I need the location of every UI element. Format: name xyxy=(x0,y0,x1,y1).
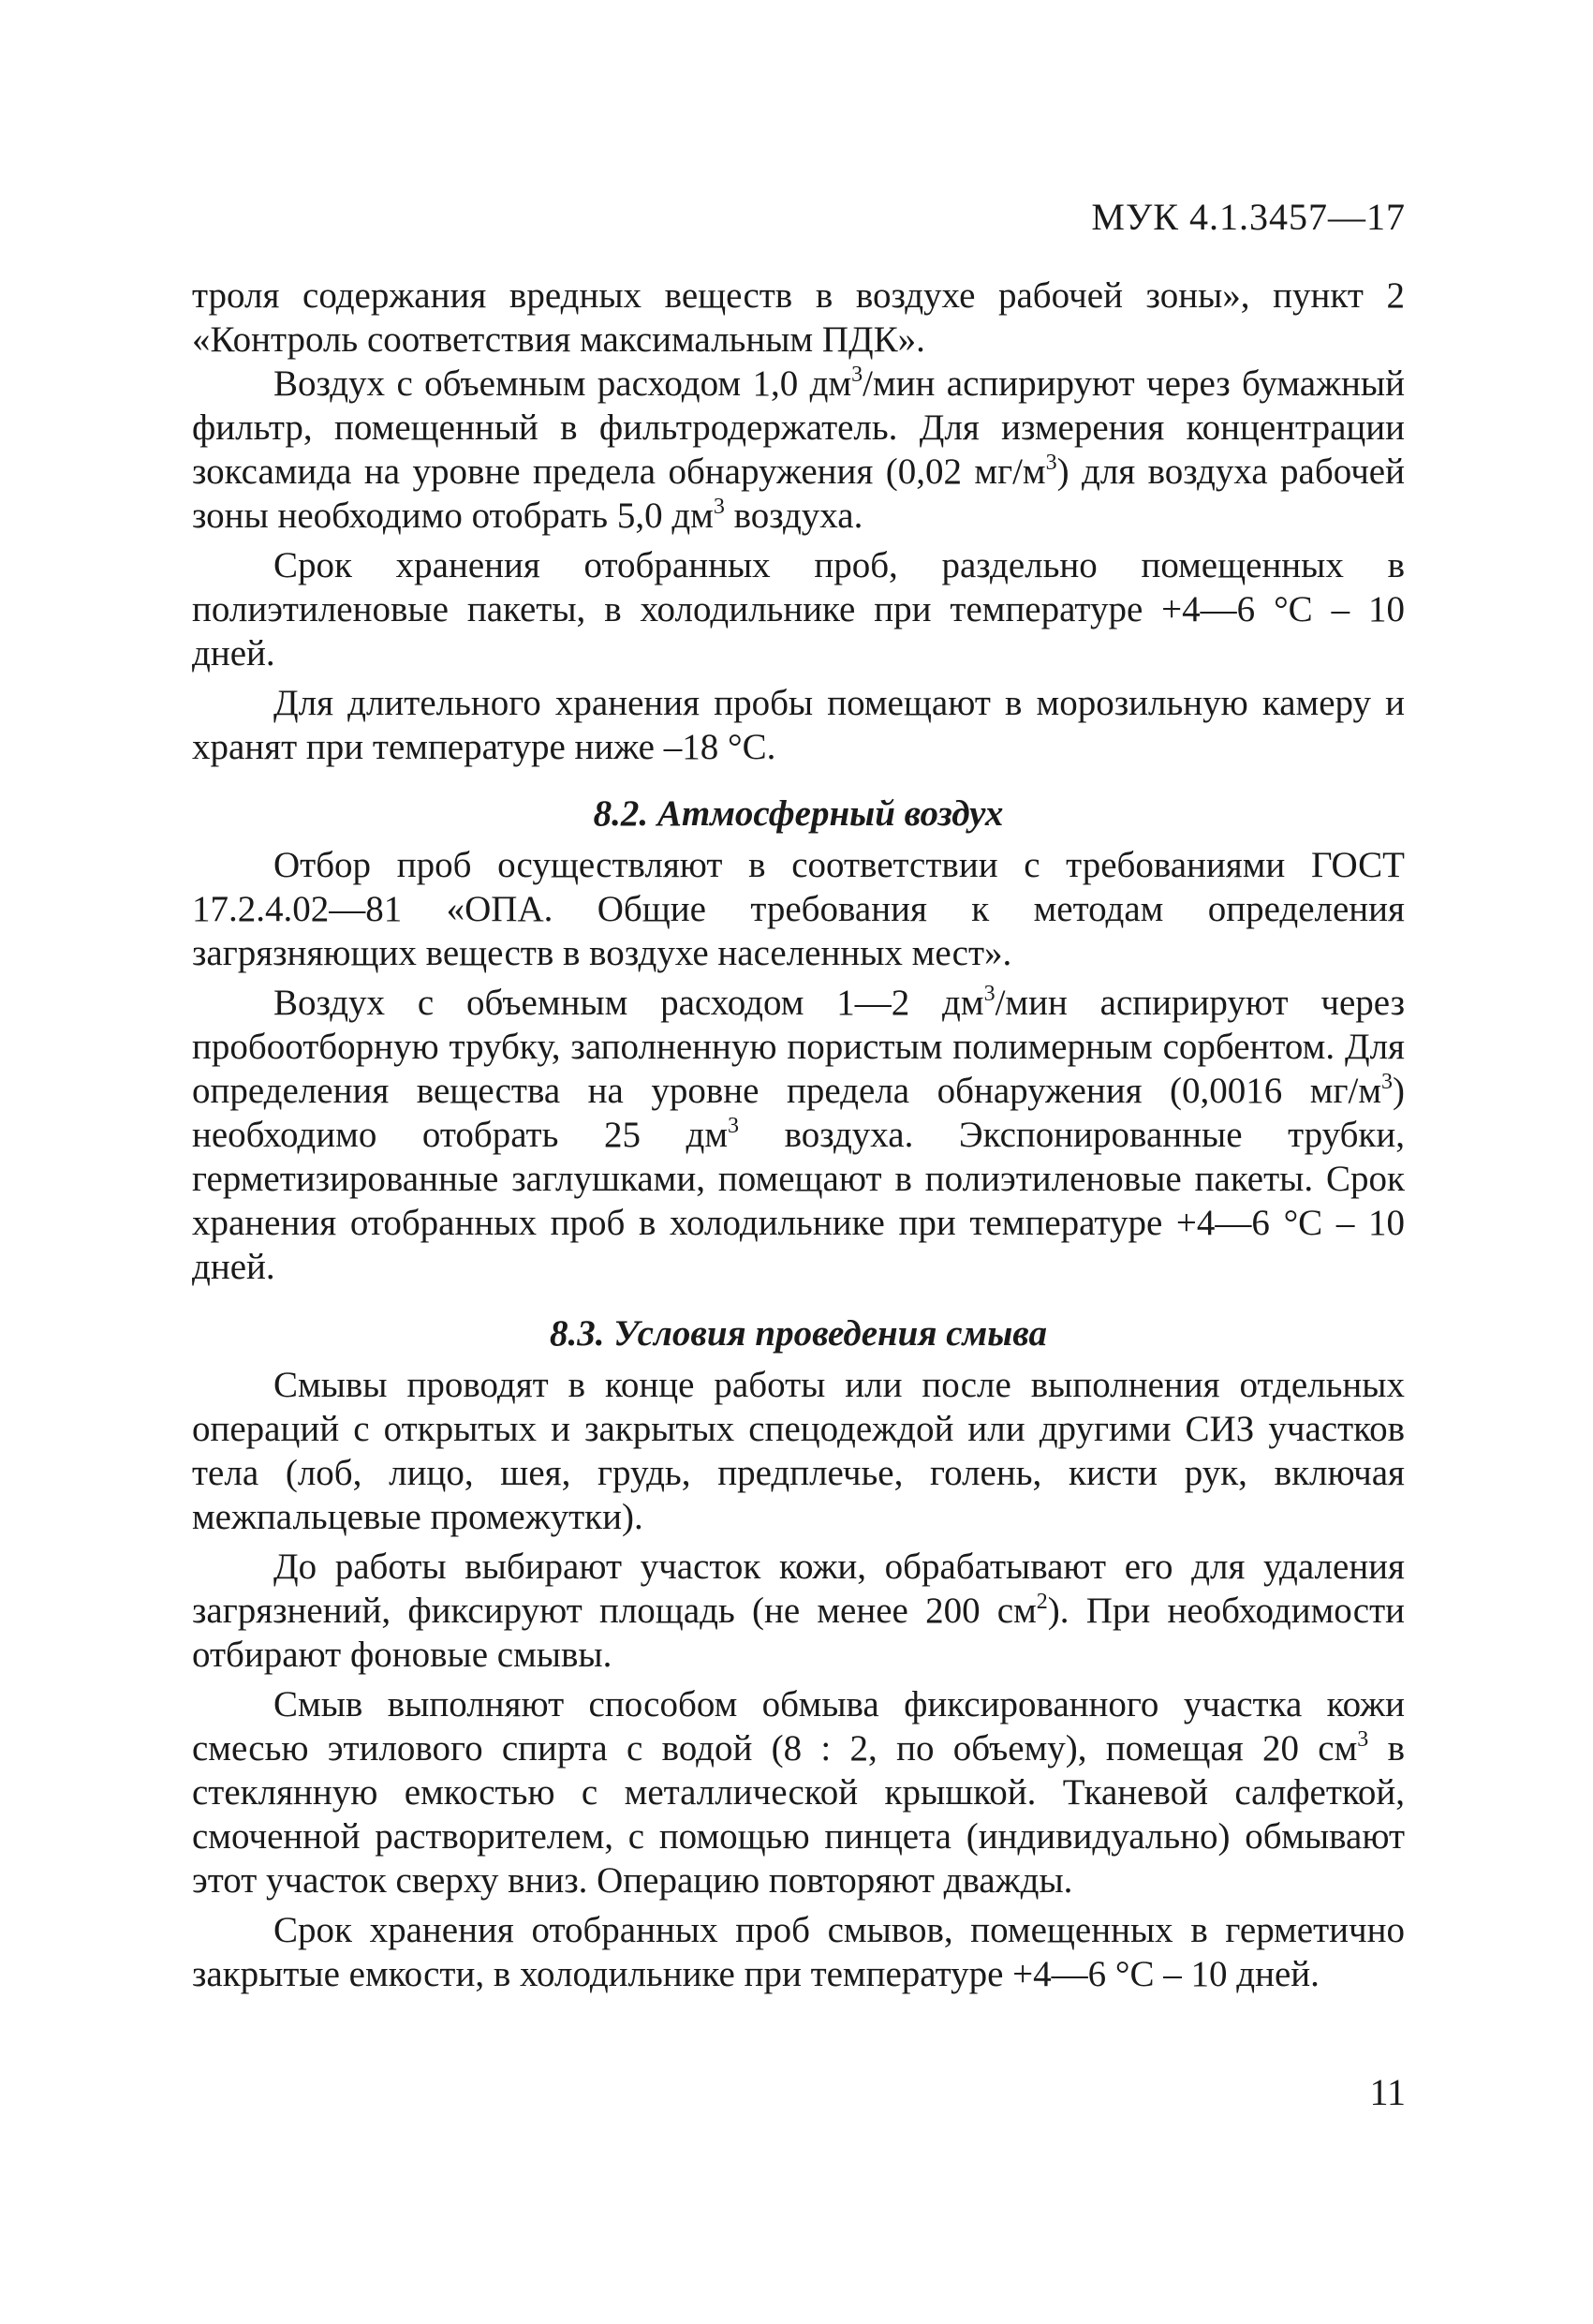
text-run: ) необходимо отобрать 25 дм xyxy=(192,1071,1405,1155)
section-heading-atmospheric-air: 8.2. Атмосферный воздух xyxy=(593,793,1004,834)
text-run: Смыв выполняют способом обмыва фиксированного участка кожи смесью этилового спирта с водой (8 : 2, по объему), помещая 20 см xyxy=(192,1684,1405,1769)
page-body xyxy=(192,274,1405,1996)
superscript: 3 xyxy=(983,982,996,1006)
paragraph-wash-timing: Смывы проводят в конце работы или после выполнения отдельных операций с открытых и закрытых спецодеждой или другими СИЗ участков тела (лоб, лицо, шея, грудь, предплечье, голень, кисти рук, включая межпальцевые промежутки). xyxy=(192,1365,1405,1537)
superscript: 3 xyxy=(1045,451,1057,475)
superscript: 3 xyxy=(1381,1070,1393,1094)
superscript: 3 xyxy=(728,1114,740,1138)
document-code: МУК 4.1.3457—17 xyxy=(1091,196,1406,238)
text-run: Воздух с объемным расходом 1,0 дм xyxy=(273,363,852,404)
superscript: 2 xyxy=(1036,1590,1048,1614)
text-run: До работы выбирают участок кожи, обрабатывают его для удаления загрязнений, фиксируют площадь (не менее 200 см xyxy=(192,1547,1405,1631)
superscript: 3 xyxy=(851,363,863,387)
paragraph-long-storage: Для длительного хранения пробы помещают в морозильную камеру и хранят при температуре ниже –18 °С. xyxy=(192,683,1405,767)
section-heading-wash-conditions: 8.3. Условия проведения смыва xyxy=(550,1313,1047,1354)
paragraph-atmospheric-sampling xyxy=(192,981,1405,1289)
paragraph-storage-term: Срок хранения отобранных проб, раздельно помещенных в полиэтиленовые пакеты, в холодильнике при температуре +4—6 °С – 10 дней. xyxy=(192,545,1405,674)
superscript: 3 xyxy=(713,495,725,519)
paragraph-skin-area xyxy=(192,1545,1405,1677)
paragraph-gost-reference: Отбор проб осуществляют в соответствии с требованиями ГОСТ 17.2.4.02—81 «ОПА. Общие требования к методам определения загрязняющих веществ в воздухе населенных мест». xyxy=(192,845,1405,973)
paragraph-wash-method xyxy=(192,1682,1405,1902)
text-run: в стеклянную емкостью с металлической крышкой. Тканевой салфеткой, смоченной растворителем, с помощью пинцета (индивидуально) обмывают этот участок сверху вниз. Операцию повторяют дважды. xyxy=(192,1728,1405,1901)
page-number: 11 xyxy=(1369,2071,1406,2113)
text-run: воздуха. Экспонированные трубки, герметизированные заглушками, помещают в полиэтиленовые пакеты. Срок хранения отобранных проб в холодильнике при температуре +4—6 °С – 10 дней. xyxy=(192,1115,1405,1287)
paragraph-continuation: троля содержания вредных веществ в воздухе рабочей зоны», пункт 2 «Контроль соответствия максимальным ПДК». xyxy=(192,275,1405,360)
text-run: ) для воздуха рабочей зоны необходимо отобрать 5,0 дм xyxy=(192,451,1405,536)
text-run: Воздух с объемным расходом 1—2 дм xyxy=(273,983,984,1023)
text-run: воздуха. xyxy=(724,496,863,536)
text-run: /мин аспирируют через бумажный фильтр, помещенный в фильтродержатель. Для измерения концентрации зоксамида на уровне предела обнаружения (0,02 мг/м xyxy=(192,363,1405,492)
text-run: ). При необходимости отбирают фоновые смывы. xyxy=(192,1591,1405,1675)
paragraph-wash-storage: Срок хранения отобранных проб смывов, помещенных в герметично закрытые емкости, в холодильнике при температуре +4—6 °С – 10 дней. xyxy=(192,1910,1405,1994)
text-run: /мин аспирируют через пробоотборную трубку, заполненную пористым полимерным сорбентом. Для определения вещества на уровне предела обнаружения (0,0016 мг/м xyxy=(192,983,1405,1111)
superscript: 3 xyxy=(1357,1727,1369,1752)
paragraph-air-sampling-rate xyxy=(192,362,1405,538)
